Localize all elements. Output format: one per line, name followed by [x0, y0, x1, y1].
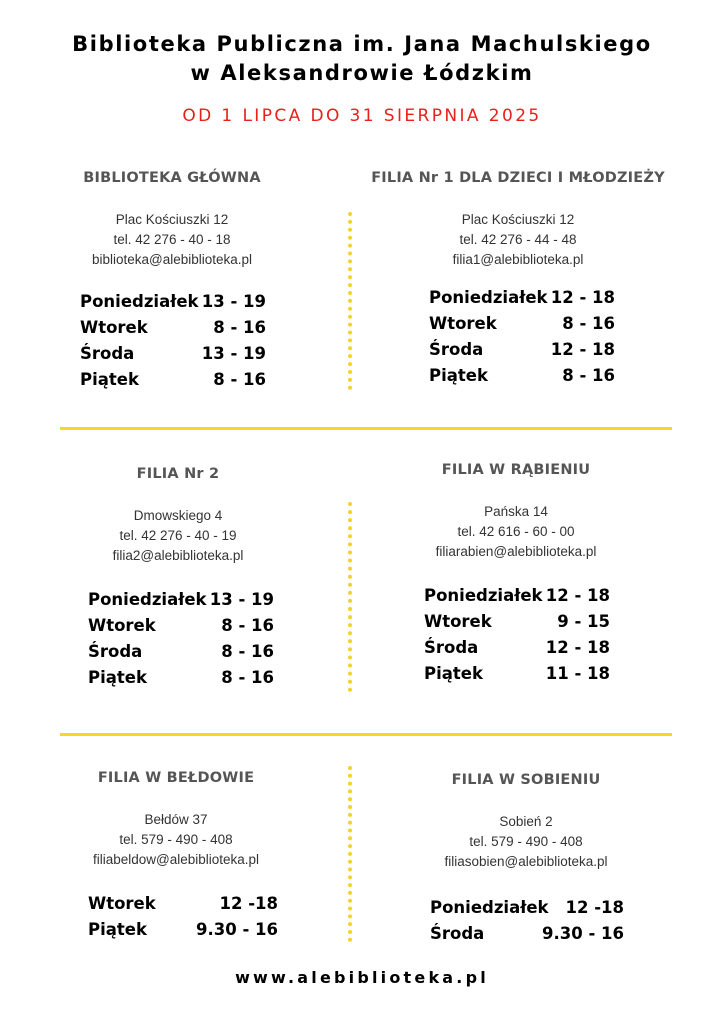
hours-day: Wtorek: [429, 313, 497, 333]
website-link[interactable]: www.alebiblioteka.pl: [235, 968, 489, 987]
branch-name: FILIA W BEŁDOWIE: [97, 770, 255, 786]
branch-address: Pańska 14: [484, 504, 548, 519]
hours-row: [80, 366, 266, 392]
hours-time: 11 - 18: [545, 663, 610, 683]
branch-address: Dmowskiego 4: [133, 508, 223, 523]
branch-address: Bełdów 37: [144, 812, 208, 827]
column-divider: [348, 766, 352, 942]
page-title: [0, 30, 724, 88]
hours-time: 12 - 18: [545, 637, 610, 657]
hours-row: [88, 638, 274, 664]
hours-time: 13 - 19: [201, 291, 266, 311]
opening-hours: [430, 894, 624, 946]
branch-phone: tel. 42 616 - 60 - 00: [457, 524, 575, 539]
hours-time: 12 - 18: [545, 585, 610, 605]
hours-day: Piątek: [88, 919, 147, 939]
column-divider: [348, 212, 352, 390]
hours-row: [88, 916, 278, 942]
hours-row: [429, 362, 615, 388]
branch-card-rabien: [366, 462, 666, 686]
branch-phone: tel. 42 276 - 40 - 18: [113, 232, 231, 247]
branch-name: FILIA Nr 1 DLA DZIECI I MŁODZIEŻY: [371, 170, 665, 186]
branch-card-filia-1: [368, 170, 668, 388]
branch-email: filia2@alebiblioteka.pl: [112, 548, 244, 563]
hours-time: 12 - 18: [550, 339, 615, 359]
branch-contact: [26, 810, 326, 870]
hours-time: 8 - 16: [213, 317, 266, 337]
branch-phone: tel. 42 276 - 40 - 19: [119, 528, 237, 543]
hours-row: [88, 890, 278, 916]
branch-email: filiarabien@alebiblioteka.pl: [435, 544, 597, 559]
hours-row: [429, 336, 615, 362]
hours-row: [430, 920, 624, 946]
hours-time: 8 - 16: [221, 615, 274, 635]
opening-hours: [424, 582, 610, 686]
hours-day: Piątek: [429, 365, 488, 385]
hours-row: [429, 310, 615, 336]
date-range-subtitle: OD 1 LIPCA DO 31 SIERPNIA 2025: [182, 106, 542, 126]
branch-contact: [368, 210, 668, 270]
hours-day: Poniedziałek: [430, 897, 549, 917]
hours-day: Piątek: [80, 369, 139, 389]
branch-email: filiabeldow@alebiblioteka.pl: [92, 852, 260, 867]
hours-time: 13 - 19: [209, 589, 274, 609]
hours-row: [424, 634, 610, 660]
page-title-line-1: Biblioteka Publiczna im. Jana Machulskiego: [72, 32, 652, 56]
branch-card-main: [22, 170, 322, 392]
branch-address: Plac Kościuszki 12: [115, 212, 229, 227]
hours-time: 12 -18: [565, 897, 624, 917]
hours-day: Środa: [80, 343, 135, 363]
hours-time: 13 - 19: [201, 343, 266, 363]
branch-email: filia1@alebiblioteka.pl: [452, 252, 584, 267]
hours-row: [88, 586, 274, 612]
page-title-line-2: w Aleksandrowie Łódzkim: [190, 61, 534, 85]
branch-name: FILIA W SOBIENIU: [451, 772, 601, 788]
branch-address: Sobień 2: [499, 814, 553, 829]
hours-day: Środa: [429, 339, 484, 359]
hours-day: Wtorek: [88, 893, 156, 913]
hours-day: Piątek: [424, 663, 483, 683]
opening-hours: [88, 586, 274, 690]
hours-time: 8 - 16: [562, 365, 615, 385]
section-divider: [60, 733, 672, 736]
hours-time: 9.30 - 16: [541, 923, 624, 943]
branch-card-beldow: [26, 770, 326, 942]
hours-time: 8 - 16: [221, 641, 274, 661]
opening-hours: [88, 890, 278, 942]
branch-contact: [22, 210, 322, 270]
branch-name: BIBLIOTEKA GŁÓWNA: [83, 170, 261, 186]
hours-day: Poniedziałek: [424, 585, 543, 605]
branch-card-filia-2: [28, 466, 328, 690]
hours-row: [424, 608, 610, 634]
branch-card-sobien: [376, 772, 676, 946]
branch-email: filiasobien@alebiblioteka.pl: [444, 854, 608, 869]
hours-time: 9 - 15: [557, 611, 610, 631]
hours-day: Środa: [88, 641, 143, 661]
column-divider: [348, 502, 352, 692]
hours-row: [424, 582, 610, 608]
hours-row: [88, 664, 274, 690]
hours-day: Wtorek: [80, 317, 148, 337]
branch-contact: [28, 506, 328, 566]
hours-row: [80, 288, 266, 314]
hours-row: [430, 894, 624, 920]
hours-day: Wtorek: [88, 615, 156, 635]
hours-day: Poniedziałek: [80, 291, 199, 311]
hours-time: 8 - 16: [562, 313, 615, 333]
section-divider: [60, 427, 672, 430]
hours-row: [80, 340, 266, 366]
branch-address: Plac Kościuszki 12: [461, 212, 575, 227]
branch-name: FILIA Nr 2: [136, 466, 220, 482]
hours-row: [424, 660, 610, 686]
opening-hours: [429, 284, 615, 388]
hours-row: [88, 612, 274, 638]
hours-row: [80, 314, 266, 340]
opening-hours: [80, 288, 266, 392]
hours-time: 12 -18: [219, 893, 278, 913]
branch-contact: [376, 812, 676, 872]
hours-time: 12 - 18: [550, 287, 615, 307]
hours-day: Wtorek: [424, 611, 492, 631]
hours-day: Środa: [424, 637, 479, 657]
hours-time: 8 - 16: [221, 667, 274, 687]
branch-phone: tel. 579 - 490 - 408: [469, 834, 583, 849]
hours-day: Poniedziałek: [429, 287, 548, 307]
branch-phone: tel. 42 276 - 44 - 48: [459, 232, 577, 247]
branch-contact: [366, 502, 666, 562]
hours-time: 8 - 16: [213, 369, 266, 389]
branch-name: FILIA W RĄBIENIU: [441, 462, 591, 478]
hours-day: Piątek: [88, 667, 147, 687]
hours-day: Środa: [430, 923, 485, 943]
hours-time: 9.30 - 16: [195, 919, 278, 939]
branch-email: biblioteka@alebiblioteka.pl: [91, 252, 253, 267]
branch-phone: tel. 579 - 490 - 408: [119, 832, 233, 847]
hours-row: [429, 284, 615, 310]
hours-day: Poniedziałek: [88, 589, 207, 609]
